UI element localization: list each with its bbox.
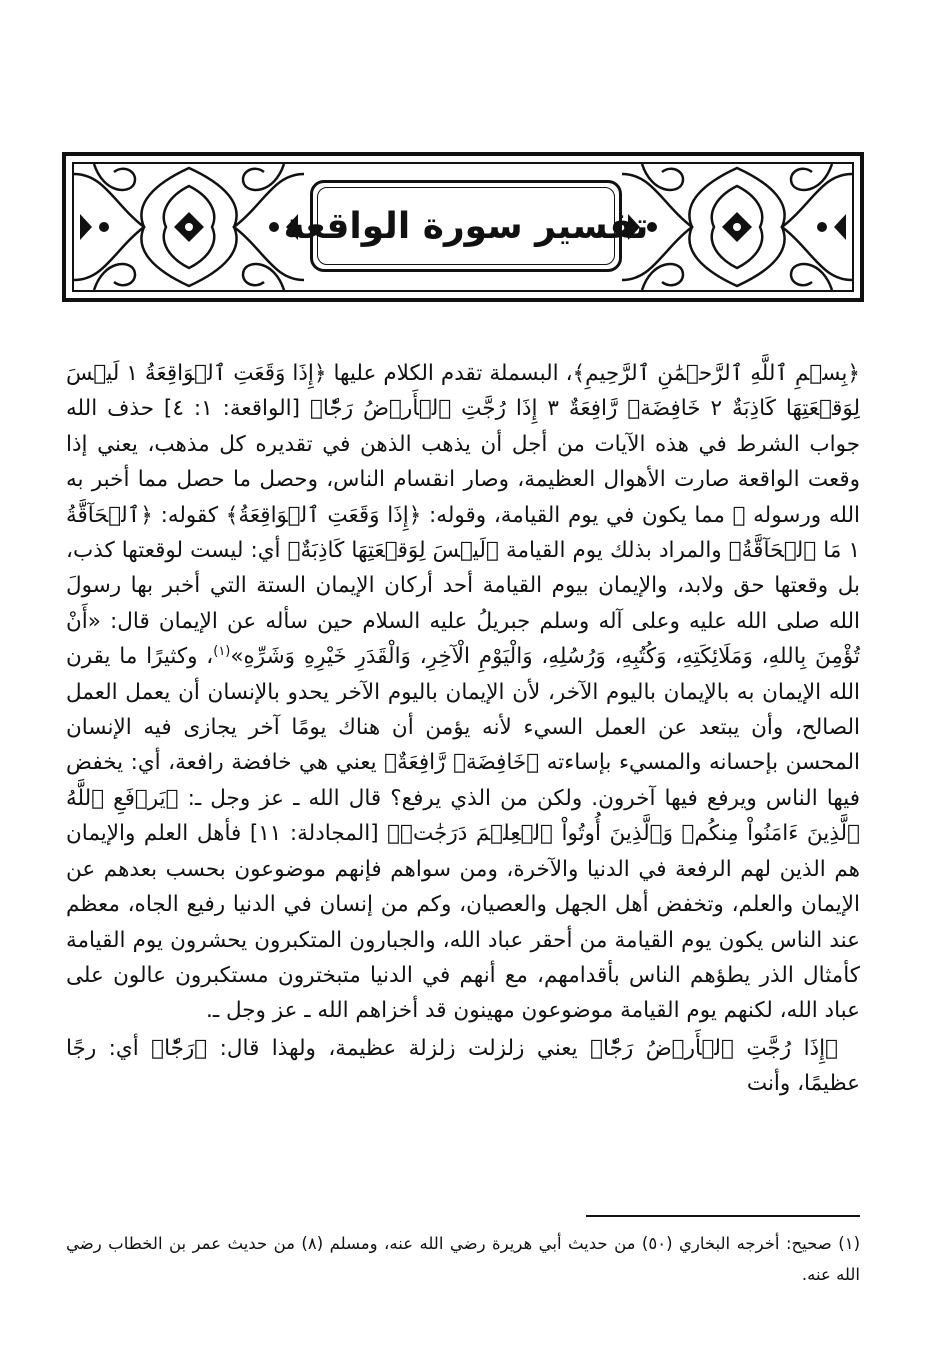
ornamental-header-frame bbox=[62, 152, 864, 302]
arabesque-ornament-right bbox=[622, 164, 852, 290]
title-cartouche bbox=[283, 180, 649, 272]
footnote-reference[interactable]: (١) bbox=[213, 644, 231, 660]
paragraph bbox=[66, 1031, 860, 1102]
footnote-separator bbox=[586, 1215, 860, 1217]
footnote: (١) صحيح: أخرجه البخاري (٥٠) من حديث أبي هريرة رضي الله عنه، ومسلم (٨) من حديث عمر بن الخطاب رضي الله عنه. bbox=[66, 1234, 860, 1284]
paragraph-text: ﴿بِسۡمِ ٱللَّهِ ٱلرَّحۡمَٰنِ ٱلرَّحِيمِ﴾، البسملة تقدم الكلام عليها ﴿إِذَا وَقَعَتِ ٱلۡوَاقِعَةُ ١ لَيۡسَ لِوَقۡعَتِهَا كَاذِبَةٌ ٢ خَافِضَةٞ رَّافِعَةٌ ٣ إِذَا رُجَّتِ ٱلۡأَرۡضُ رَجّٗا﴾ [الواقعة: ١: ٤] حذف الله جواب الشرط في هذه الآيات من أجل أن يذهب الذهن في تقديره كل مذهب، يعني إذا وقعت الواقعة صارت الأهوال العظيمة، وصار انقسام الناس، وحصل ما حصل مما أخبر به الله ورسوله ﷺ مما يكون في يوم القيامة، وقوله: ﴿إِذَا وَقَعَتِ ٱلۡوَاقِعَةُ﴾ كقوله: ﴿ٱلۡحَآقَّةُ ١ مَا ٱلۡحَآقَّةُ﴾ والمراد بذلك يوم القيامة ﴿لَيۡسَ لِوَقۡعَتِهَا كَاذِبَةٌ﴾ أي: ليست لوقعتها كذب، بل وقعتها حق ولابد، والإيمان بيوم القيامة أحد أركان الإيمان الستة التي أخبر بها رسولَ الله صلى الله عليه وعلى آله وسلم جبريلُ عليه السلام حين سأله عن الإيمان قال: «أَنْ تُؤْمِنَ بِاللهِ، وَمَلَائِكَتِهِ، وَكُتُبِهِ، وَرُسُلِهِ، وَالْيَوْمِ الْآخِرِ، وَالْقَدَرِ خَيْرِهِ وَشَرِّهِ» bbox=[66, 361, 861, 670]
ornamental-header-inner bbox=[72, 162, 854, 292]
arabesque-ornament-left bbox=[74, 164, 304, 290]
paragraph bbox=[66, 356, 860, 1029]
body-text bbox=[66, 356, 860, 1102]
page-title: تفسير سورة الواقعة bbox=[283, 205, 649, 247]
paragraph-text-continued: ، وكثيرًا ما يقرن الله الإيمان به بالإيمان باليوم الآخر، لأن الإيمان باليوم الآخر يحدو بالإنسان أن يعمل العمل الصالح، وأن يبتعد عن العمل السيء لأنه يؤمن أن هناك يومًا آخر يجازى فيه الإنسان المحسن بإحسانه والمسيء بإساءته ﴿خَافِضَةٞ رَّافِعَةٌ﴾ يعني هي خافضة رافعة، أي: يخفض فيها الناس ويرفع فيها آخرون. ولكن من الذي يرفع؟ قال الله ـ عز وجل ـ: ﴿يَرۡفَعِ ٱللَّهُ ٱلَّذِينَ ءَامَنُواْ مِنكُمۡ وَٱلَّذِينَ أُوتُواْ ٱلۡعِلۡمَ دَرَجَٰتٖ﴾ [المجادلة: ١١] فأهل العلم والإيمان هم الذين لهم الرفعة في الدنيا والآخرة، ومن سواهم فإنهم موضوعون بحسب بعدهم عن الإيمان والعلم، وتخفض أهل الجهل والعصيان، وكم من إنسان في الدنيا رفيع الجاه، معظم عند الناس يكون يوم القيامة من أحقر عباد الله، والجبارون المتكبرون يحشرون يوم القيامة كأمثال الذر يطؤهم الناس بأقدامهم، مع أنهم في الدنيا متبخترون مستكبرون عالون على عباد الله، لكنهم يوم القيامة موضوعون مهينون قد أخزاهم الله ـ عز وجل ـ. bbox=[66, 644, 860, 1024]
paragraph-text: ﴿إِذَا رُجَّتِ ٱلۡأَرۡضُ رَجّٗا﴾ يعني زلزلت زلزلة عظيمة، ولهذا قال: ﴿رَجّٗا﴾ أي: رجًا عظيمًا، وأنت bbox=[66, 1035, 860, 1097]
